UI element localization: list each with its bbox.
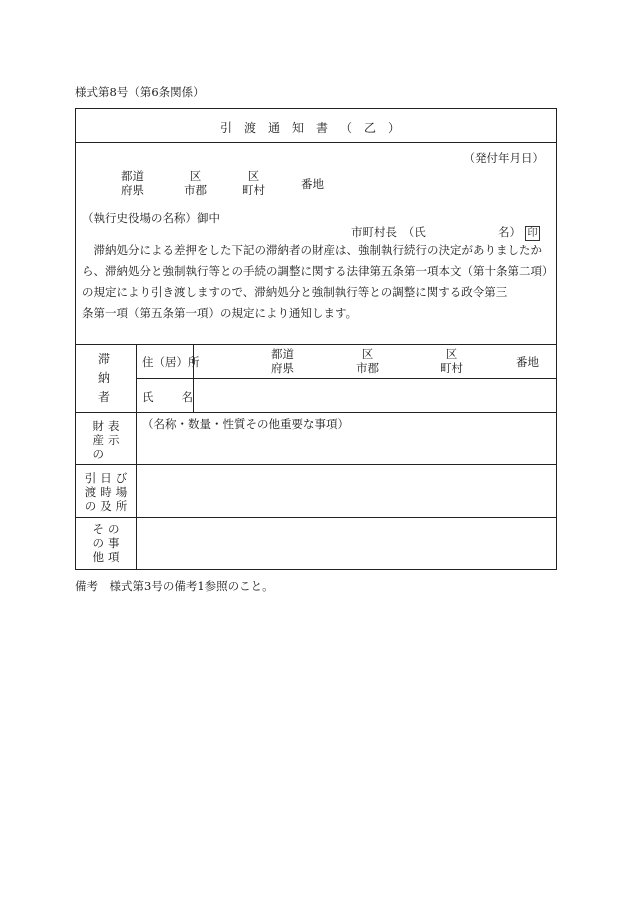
property-label: 表 示 財 産 の [92,419,120,461]
city-label: 区 市郡 [184,169,207,197]
seal-mark: 印 [525,226,540,241]
form-number: 様式第8号（第6条関係） [75,85,205,99]
body-line: ら、滞納処分と強制執行等との手続の調整に関する法律第五条第一項本文（第十条第二項） [82,264,554,278]
addressee: （執行史役場の名称）御中 [82,211,220,225]
handover-label: び 場 所 日 時 及 引 渡 の [84,471,128,513]
name-label: 氏 名 [142,390,193,404]
remarks-note: 備考 様式第3号の備考1参照のこと。 [75,579,274,593]
table-city-label: 区 市郡 [356,347,379,375]
divider [76,412,556,413]
body-line: の規定により引き渡しますので、滞納処分と強制執行等との調整に関する政令第三 [82,285,508,299]
sender-suffix: 名） [498,225,521,239]
banchi-label: 番地 [301,177,324,191]
table-prefecture-label: 都道 府県 [271,347,294,375]
prefecture-label: 都道 府県 [121,169,144,197]
table-town-label: 区 町村 [440,347,463,375]
sender-line [351,224,426,240]
body-line: 滞納処分による差押をした下記の滞納者の財産は、強制執行続行の決定がありましたか [82,243,542,257]
town-label: 区 町村 [242,169,265,197]
sender-suffix-line [498,224,540,241]
divider [136,344,137,569]
divider [136,378,556,379]
delinquent-label: 滞 納 者 [98,352,111,404]
notice-body [82,240,552,324]
table-banchi-label: 番地 [516,355,539,369]
divider [76,142,556,143]
body-line: 条第一項（第五条第一項）の規定により通知します。 [82,306,358,320]
issue-date: （発付年月日） [463,151,544,165]
form-title: 引渡通知書（乙） [219,121,412,135]
divider [76,344,556,345]
other-matters-label: の 事 項 そ の 他 [92,522,120,564]
property-note: （名称・数量・性質その他重要な事項） [142,417,349,431]
sender-prefix: 市町村長 （氏 [351,225,426,239]
residence-label: 住（居）所 [142,355,200,369]
notice-form [75,108,557,570]
divider [76,517,556,518]
divider [76,464,556,465]
